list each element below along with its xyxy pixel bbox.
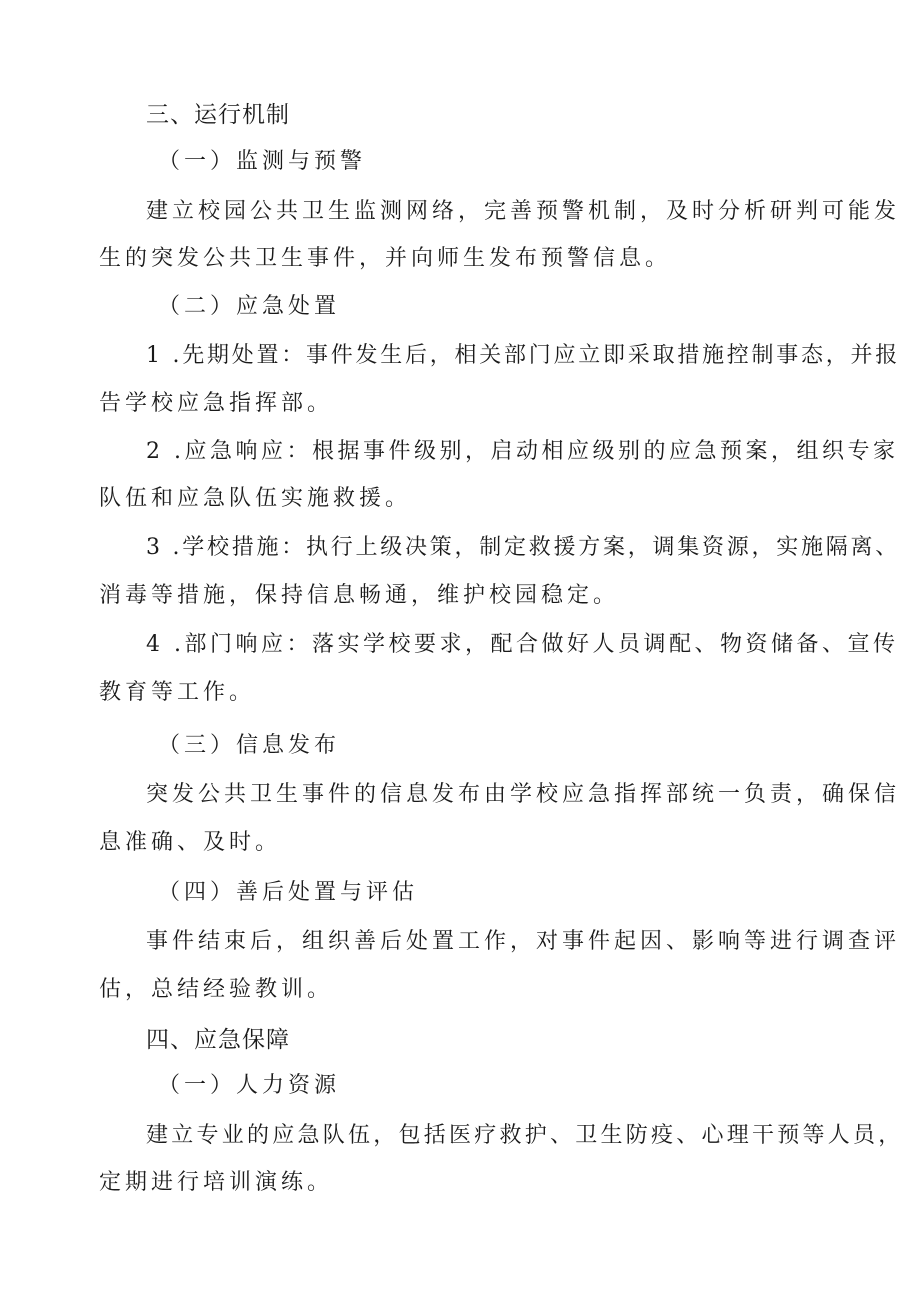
list-item-line: 1 .先期处置：事件发生后，相关部门应立即采取措施控制事态，并报: [146, 343, 900, 368]
list-item-line: 4 .部门响应：落实学校要求，配合做好人员调配、物资储备、宣传: [146, 632, 899, 657]
subsection-title: （一）人力资源: [158, 1073, 341, 1098]
section-heading: 三、运行机制: [146, 102, 290, 128]
paragraph-line: 建立专业的应急队伍，包括医疗救护、卫生防疫、心理干预等人员，: [146, 1123, 904, 1148]
paragraph-line: 突发公共卫生事件的信息发布由学校应急指挥部统一负责，确保信: [146, 782, 901, 807]
section-heading: 四、应急保障: [146, 1027, 290, 1053]
list-item-line: 3 .学校措施：执行上级决策，制定救援方案，调集资源，实施隔离、: [146, 535, 900, 560]
subsection-title: （一）监测与预警: [158, 149, 367, 174]
paragraph-line: 建立校园公共卫生监测网络，完善预警机制，及时分析研判可能发: [146, 199, 901, 224]
paragraph-line: 事件结束后，组织善后处置工作，对事件起因、影响等进行调查评: [146, 929, 901, 954]
subsection-title: （四）善后处置与评估: [158, 880, 419, 905]
paragraph-line: 息准确、及时。: [99, 830, 282, 855]
list-item-line: 告学校应急指挥部。: [99, 391, 334, 416]
list-item-line: 教育等工作。: [99, 680, 256, 705]
paragraph-line: 生的突发公共卫生事件，并向师生发布预警信息。: [99, 246, 672, 271]
list-item-line: 队伍和应急队伍实施救援。: [99, 486, 412, 511]
list-item-line: 消毒等措施，保持信息畅通，维护校园稳定。: [99, 583, 620, 608]
subsection-title: （三）信息发布: [158, 733, 341, 758]
list-item-line: 2 .应急响应：根据事件级别，启动相应级别的应急预案，组织专家: [146, 439, 899, 464]
paragraph-line: 估，总结经验教训。: [99, 977, 334, 1002]
paragraph-line: 定期进行培训演练。: [99, 1170, 334, 1195]
subsection-title: （二）应急处置: [158, 294, 341, 319]
